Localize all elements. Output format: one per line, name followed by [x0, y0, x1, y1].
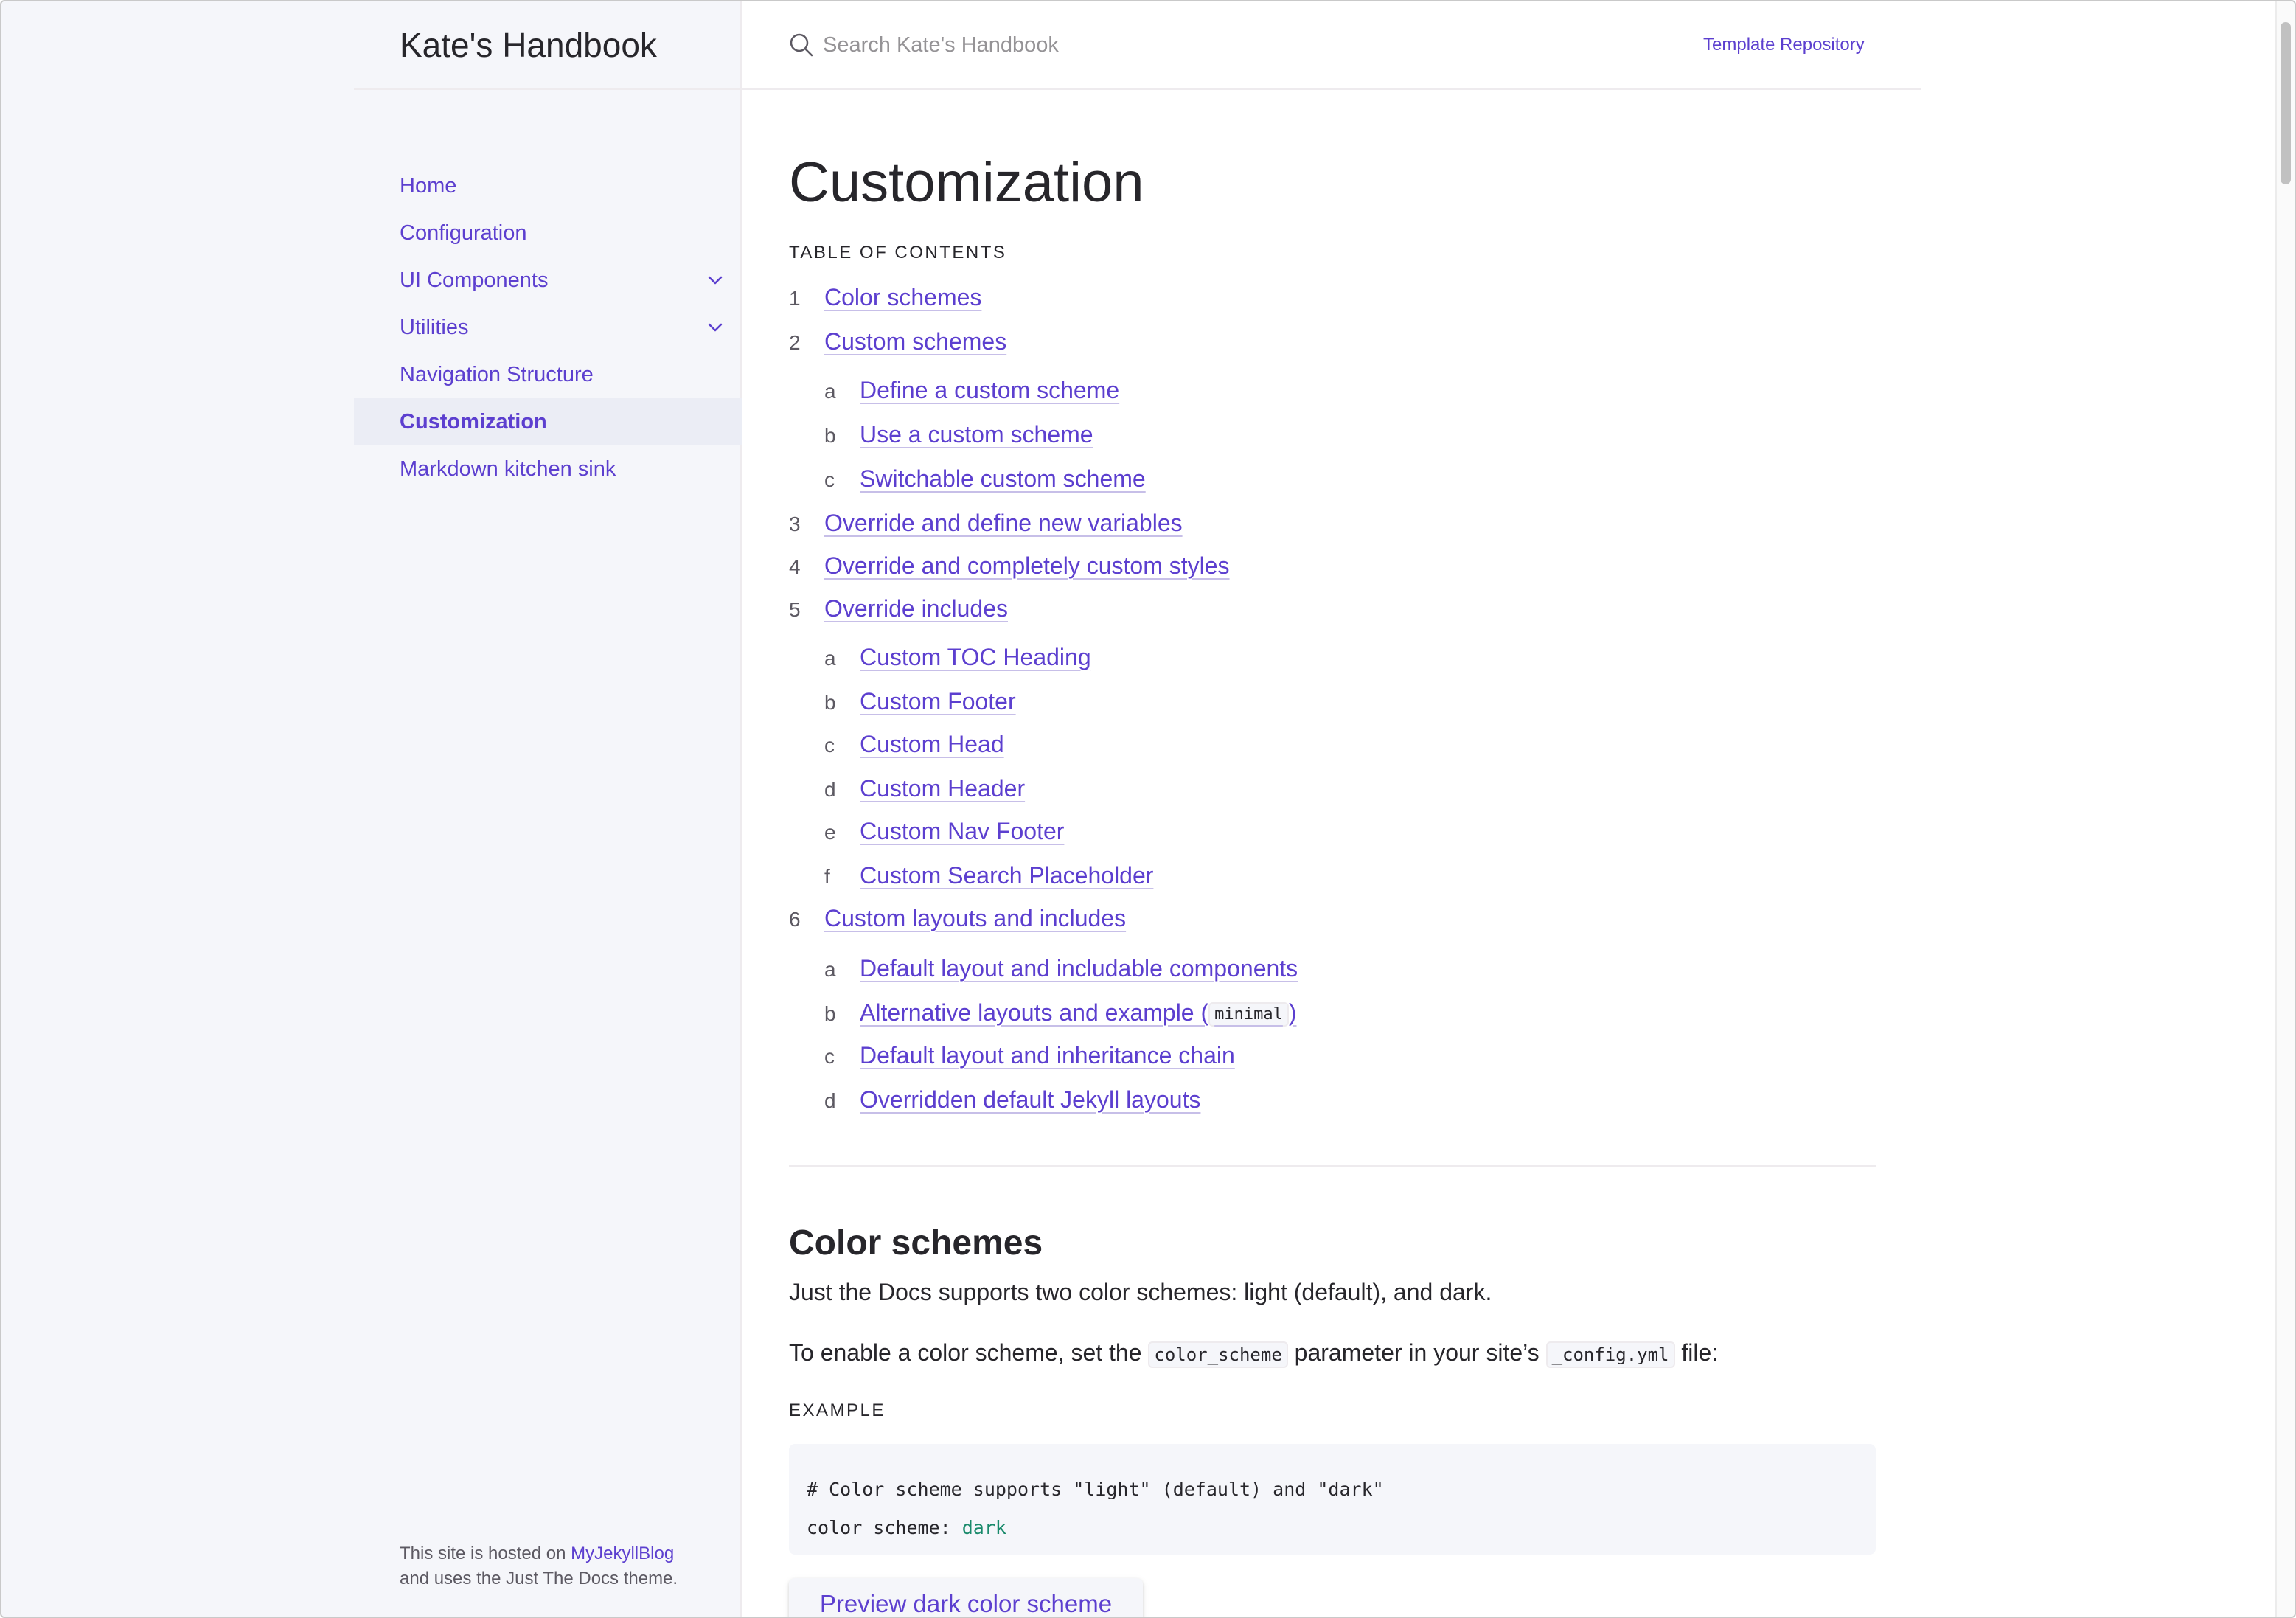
sidebar-item-label: Configuration — [400, 221, 527, 245]
paragraph-text: file: — [1674, 1339, 1719, 1366]
page-title: Customization — [789, 151, 1144, 214]
paragraph-text: parameter in your site’s — [1287, 1339, 1546, 1366]
footer-prefix: This site is hosted on — [400, 1544, 571, 1563]
toc-link[interactable]: Overridden default Jekyll layouts — [860, 1086, 1201, 1113]
sidebar-item-ui-components[interactable] — [354, 257, 742, 304]
toc-letter: c — [824, 1045, 835, 1068]
toc-item — [789, 323, 1006, 360]
toc-item — [789, 279, 981, 316]
toc-link[interactable]: Custom Footer — [860, 688, 1016, 715]
sidebar-item-label: Navigation Structure — [400, 363, 594, 386]
sidebar-item-customization[interactable] — [354, 398, 742, 445]
toc-letter: a — [824, 380, 836, 403]
toc-subitem — [824, 1037, 1235, 1074]
section-paragraph — [789, 1335, 1718, 1372]
toc-number: 3 — [789, 513, 801, 535]
toc-subitem — [824, 639, 1091, 676]
toc-subitem — [824, 372, 1119, 409]
toc-link[interactable]: Custom Search Placeholder — [860, 862, 1154, 889]
toc-letter: d — [824, 1089, 836, 1112]
sidebar-item-label: Customization — [400, 410, 547, 434]
preview-dark-scheme-button[interactable]: Preview dark color scheme — [789, 1578, 1143, 1618]
sidebar-footer — [400, 1541, 678, 1591]
toc-link[interactable]: Override includes — [824, 595, 1008, 622]
toc-link[interactable]: Custom schemes — [824, 328, 1007, 355]
toc-link[interactable]: Color schemes — [824, 284, 982, 310]
toc-heading: TABLE OF CONTENTS — [789, 243, 1007, 263]
toc-link-text-after: ) — [1288, 999, 1297, 1026]
footer-host-link[interactable]: MyJekyllBlog — [571, 1544, 675, 1563]
toc-subitem — [824, 994, 1297, 1031]
toc-subitem — [824, 683, 1016, 720]
toc-letter: f — [824, 865, 830, 888]
toc-item — [789, 547, 1230, 584]
paragraph-text: To enable a color scheme, set the — [789, 1339, 1149, 1366]
toc-link[interactable]: Custom Head — [860, 731, 1004, 757]
sidebar-item-label: Markdown kitchen sink — [400, 457, 616, 481]
toc-letter: c — [824, 468, 835, 491]
toc-link[interactable]: Use a custom scheme — [860, 421, 1093, 448]
code-line: # Color scheme supports "light" (default) and "dark" — [807, 1479, 1384, 1500]
example-label: EXAMPLE — [789, 1400, 886, 1420]
toc-number: 2 — [789, 331, 801, 354]
toc-number: 5 — [789, 598, 801, 621]
toc-number: 1 — [789, 287, 801, 310]
sidebar-item-label: Utilities — [400, 316, 469, 339]
toc-number: 4 — [789, 555, 801, 578]
toc-link[interactable]: Switchable custom scheme — [860, 465, 1146, 492]
inline-code: _config.yml — [1546, 1341, 1675, 1368]
chevron-down-icon[interactable] — [700, 304, 730, 351]
toc-subitem — [824, 813, 1064, 850]
toc-link[interactable]: Custom Header — [860, 775, 1026, 802]
section-heading: Color schemes — [789, 1223, 1043, 1263]
scrollbar-thumb[interactable] — [2281, 22, 2291, 184]
toc-link-code: minimal — [1208, 1002, 1289, 1027]
toc-letter: d — [824, 778, 836, 801]
footer-suffix: and uses the Just The Docs theme. — [400, 1569, 678, 1589]
toc-letter: a — [824, 958, 836, 981]
sidebar-item-navigation-structure[interactable] — [354, 351, 742, 398]
code-block — [789, 1444, 1876, 1555]
toc-subitem — [824, 857, 1153, 894]
toc-subitem — [824, 460, 1146, 497]
toc-link[interactable]: Default layout and inheritance chain — [860, 1042, 1235, 1069]
toc-subitem — [824, 1081, 1200, 1118]
section-paragraph: Just the Docs supports two color schemes: light (default), and dark. — [789, 1279, 1492, 1305]
sidebar-item-label: UI Components — [400, 268, 549, 292]
template-repository-link[interactable]: Template Repository — [1703, 35, 1865, 55]
toc-item — [789, 900, 1126, 937]
code-key: color_scheme: — [807, 1517, 962, 1538]
sidebar-header-spacer — [1, 0, 354, 90]
code-value: dark — [961, 1517, 1006, 1538]
toc-subitem — [824, 416, 1093, 453]
toc-letter: b — [824, 1002, 836, 1025]
toc-letter: b — [824, 424, 836, 447]
toc-link[interactable]: Default layout and includable components — [860, 955, 1298, 982]
sidebar-item-configuration[interactable] — [354, 209, 742, 257]
site-title[interactable]: Kate's Handbook — [400, 26, 657, 64]
toc-link[interactable]: Custom TOC Heading — [860, 644, 1091, 670]
toc-link[interactable]: Override and define new variables — [824, 510, 1183, 536]
toc-letter: e — [824, 821, 836, 844]
toc-link[interactable]: Override and completely custom styles — [824, 552, 1230, 579]
toc-letter: b — [824, 691, 836, 714]
sidebar-item-home[interactable] — [354, 162, 742, 209]
toc-letter: c — [824, 734, 835, 757]
sidebar-item-label: Home — [400, 174, 457, 198]
toc-number: 6 — [789, 908, 801, 931]
sidebar-item-markdown-kitchen-sink[interactable] — [354, 445, 742, 493]
toc-link-text: Alternative layouts and example ( — [860, 999, 1209, 1026]
toc-item — [789, 590, 1008, 627]
chevron-down-icon[interactable] — [700, 257, 730, 304]
search-icon — [789, 32, 814, 61]
toc-subitem — [824, 726, 1004, 763]
toc-subitem — [824, 950, 1298, 987]
inline-code: color_scheme — [1148, 1341, 1287, 1368]
scrollbar-track[interactable] — [2275, 1, 2295, 1617]
section-divider — [789, 1165, 1876, 1167]
search-input[interactable] — [823, 27, 1486, 63]
toc-link[interactable]: Define a custom scheme — [860, 377, 1120, 403]
sidebar-nav — [354, 162, 742, 493]
toc-link[interactable]: Custom Nav Footer — [860, 818, 1065, 844]
toc-item — [789, 504, 1183, 541]
sidebar-item-utilities[interactable] — [354, 304, 742, 351]
toc-letter: a — [824, 647, 836, 670]
toc-link[interactable] — [860, 999, 1297, 1026]
toc-link[interactable]: Custom layouts and includes — [824, 905, 1127, 931]
toc-subitem — [824, 770, 1025, 807]
